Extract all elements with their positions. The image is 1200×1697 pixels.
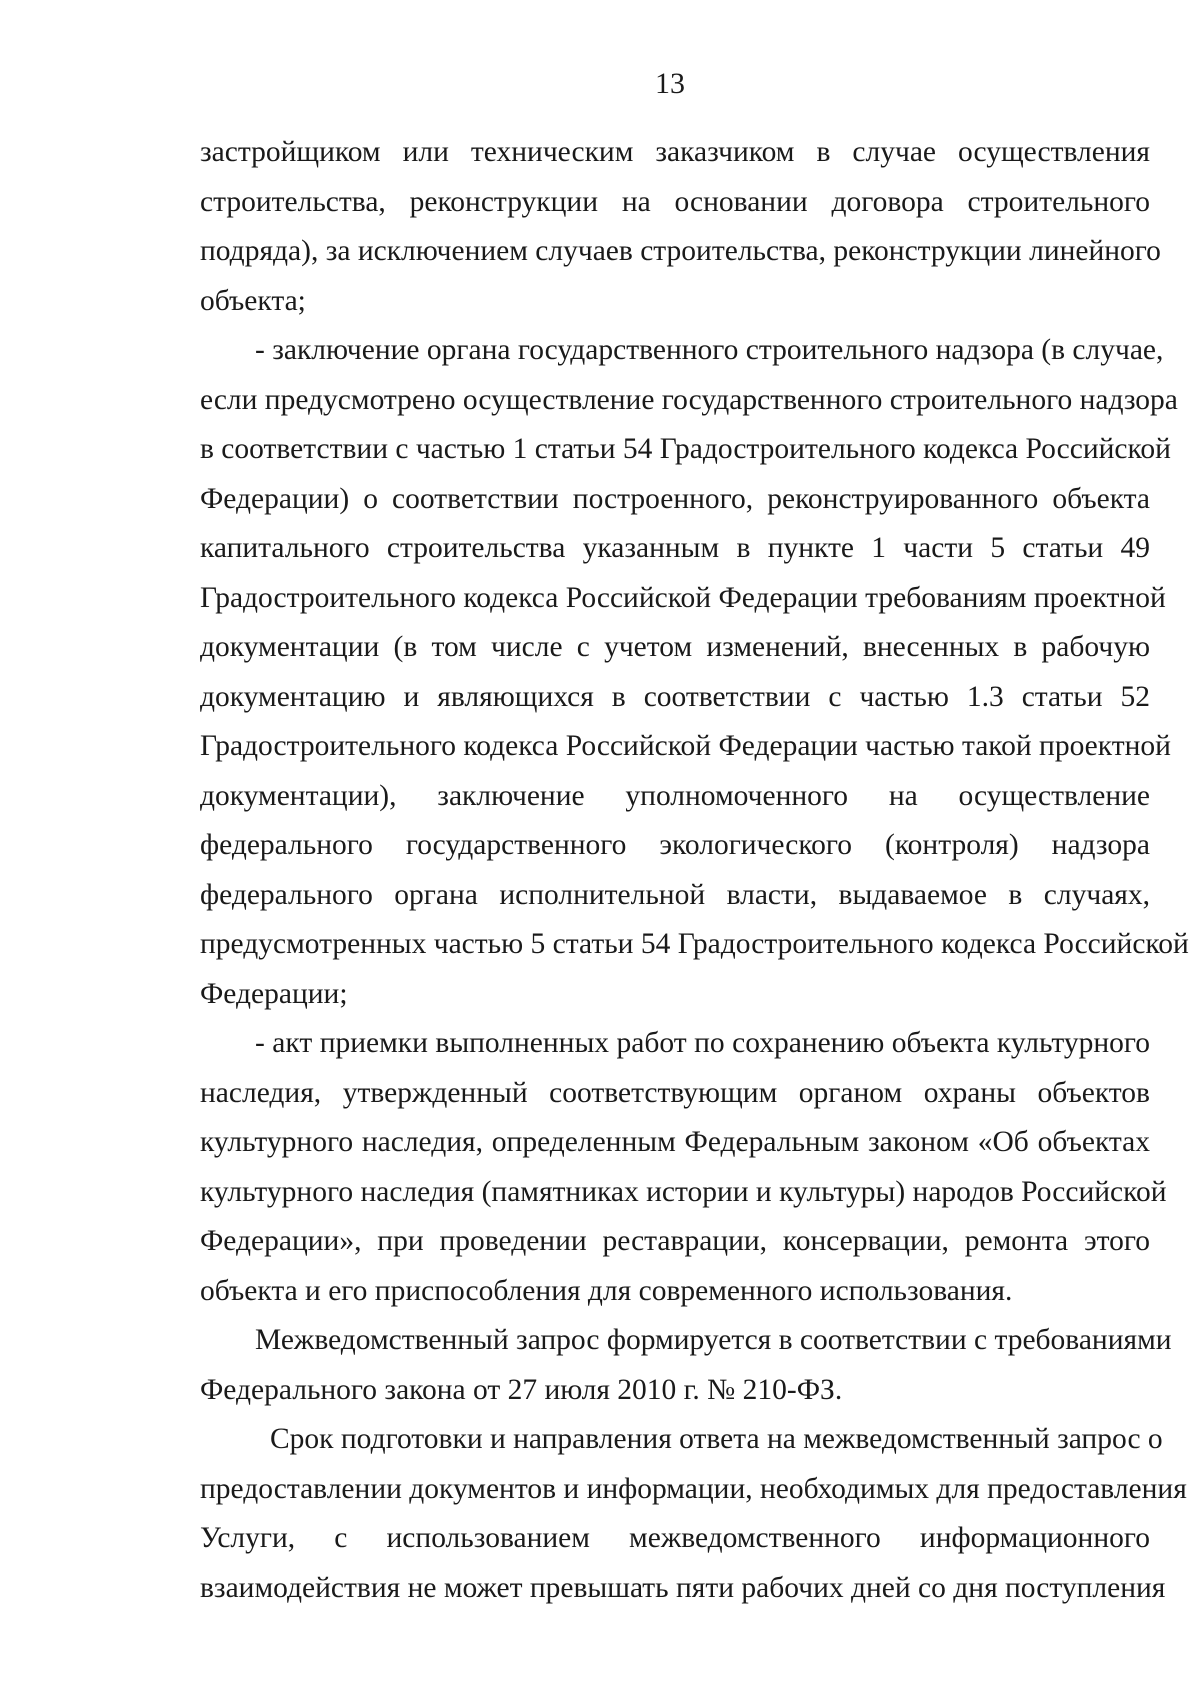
text-line: - акт приемки выполненных работ по сохранению объекта культурного	[255, 1027, 1150, 1059]
text-line: наследия, утвержденный соответствующим органом охраны объектов	[200, 1076, 1150, 1109]
text-line: застройщиком или техническим заказчиком в случае осуществления	[200, 136, 1150, 168]
paragraph-cultural-heritage-act	[200, 1019, 1167, 1316]
text-line: культурного наследия, определенным Федеральным законом «Об объектах	[200, 1126, 1150, 1158]
text-line: подряда), за исключением случаев строительства, реконструкции линейного	[200, 235, 1161, 267]
text-line: капитального строительства указанным в пункте 1 части 5 статьи 49	[200, 532, 1150, 564]
text-line: в соответствии с частью 1 статьи 54 Градостроительного кодекса Российской	[200, 433, 1171, 465]
text-line: Услуги, с использованием межведомственного информационного	[200, 1522, 1150, 1554]
text-line: предусмотренных частью 5 статьи 54 Градостроительного кодекса Российской	[200, 928, 1189, 960]
page-number: 13	[655, 67, 685, 100]
text-line: Градостроительного кодекса Российской Федерации частью такой проектной	[200, 730, 1171, 762]
document-body	[200, 128, 1189, 1613]
text-line: Федерации) о соответствии построенного, реконструированного объекта	[200, 482, 1150, 515]
paragraph-construction-supervision	[200, 326, 1189, 1019]
text-line: - заключение органа государственного строительного надзора (в случае,	[255, 334, 1164, 366]
text-line: Федерации», при проведении реставрации, консервации, ремонта этого	[200, 1225, 1150, 1257]
text-line: Межведомственный запрос формируется в соответствии с требованиями	[255, 1324, 1172, 1356]
text-line: объекта;	[200, 284, 306, 317]
paragraph-response-deadline	[200, 1415, 1187, 1613]
text-line: документацию и являющихся в соответствии с частью 1.3 статьи 52	[200, 680, 1150, 713]
text-line: Федерального закона от 27 июля 2010 г. № 210-ФЗ.	[200, 1373, 843, 1406]
text-line: объекта и его приспособления для современного использования.	[200, 1274, 1013, 1307]
text-line: если предусмотрено осуществление государственного строительного надзора	[200, 383, 1178, 416]
text-line: Федерации;	[200, 977, 348, 1010]
text-line: документации (в том числе с учетом изменений, внесенных в рабочую	[200, 631, 1150, 663]
paragraph-interagency-request	[200, 1316, 1172, 1415]
text-line: Срок подготовки и направления ответа на межведомственный запрос о	[270, 1423, 1163, 1455]
paragraph-developer-continuation	[200, 128, 1161, 326]
text-line: федерального государственного экологического (контроля) надзора	[200, 829, 1150, 861]
text-line: строительства, реконструкции на основании договора строительного	[200, 185, 1150, 218]
text-line: документации), заключение уполномоченного на осуществление	[200, 779, 1150, 812]
text-line: Градостроительного кодекса Российской Федерации требованиям проектной	[200, 581, 1166, 614]
text-line: предоставлении документов и информации, необходимых для предоставления	[200, 1472, 1187, 1505]
text-line: культурного наследия (памятниках истории и культуры) народов Российской	[200, 1175, 1167, 1208]
text-line: взаимодействия не может превышать пяти рабочих дней со дня поступления	[200, 1571, 1166, 1604]
text-line: федерального органа исполнительной власти, выдаваемое в случаях,	[200, 878, 1150, 911]
